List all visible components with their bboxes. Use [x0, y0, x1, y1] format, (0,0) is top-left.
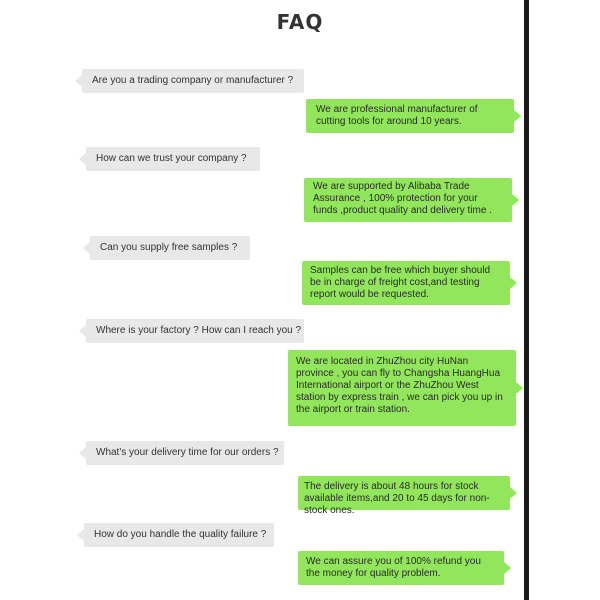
- faq-question-1: Are you a trading company or manufacturer ?: [82, 69, 304, 93]
- faq-answer-1: We are professional manufacturer of cutting tools for around 10 years.: [306, 99, 514, 133]
- faq-answer-2: We are supported by Alibaba Trade Assurance , 100% protection for your funds ,product quality and delivery time .: [304, 178, 512, 222]
- page-title: FAQ: [276, 10, 324, 34]
- faq-answer-6: We can assure you of 100% refund you the money for quality problem.: [298, 551, 504, 585]
- faq-question-2: How can we trust your company ?: [86, 147, 260, 171]
- right-edge-bar: [524, 0, 600, 600]
- right-edge-stripe: [524, 0, 529, 600]
- faq-question-4: Where is your factory ? How can I reach you ?: [86, 319, 304, 343]
- faq-question-6: How do you handle the quality failure ?: [84, 523, 274, 547]
- faq-question-5: What's your delivery time for our orders ?: [86, 441, 284, 465]
- faq-question-3: Can you supply free samples ?: [90, 236, 250, 260]
- faq-answer-4: We are located in ZhuZhou city HuNan province , you can fly to Changsha HuangHua International airport or the ZhuZhou West station by express train , we can pick you up in the airport or train station.: [288, 350, 516, 426]
- faq-answer-3: Samples can be free which buyer should be in charge of freight cost,and testing report would be requested.: [302, 261, 510, 305]
- faq-answer-5: The delivery is about 48 hours for stock available items,and 20 to 45 days for non-stock ones.: [298, 476, 510, 510]
